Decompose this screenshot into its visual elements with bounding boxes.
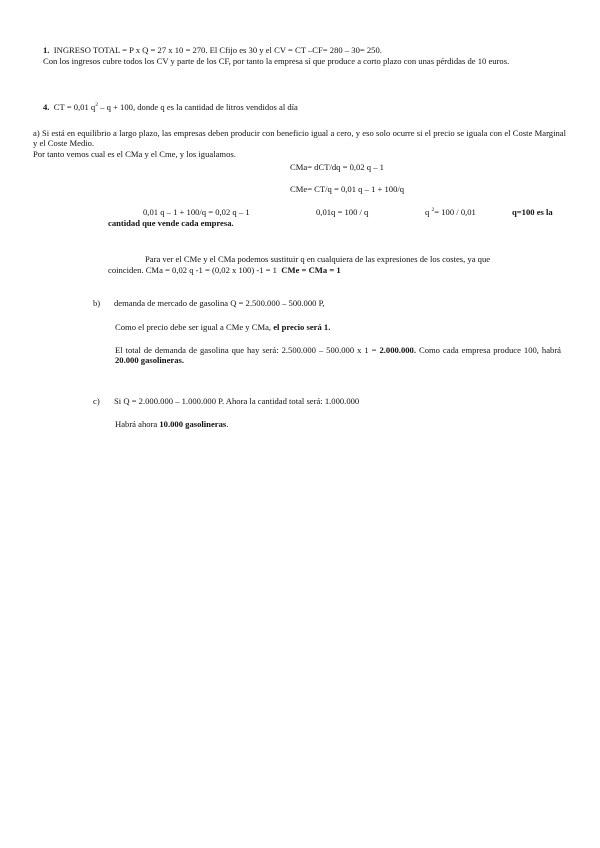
c-label: c) bbox=[93, 396, 100, 406]
c-text: Si Q = 2.000.000 – 1.000.000 P. Ahora la cantidad total será: 1.000.000 bbox=[114, 396, 360, 406]
q4-a-line3: Por tanto vemos cual es el CMa y el Cme, y los igualamos. bbox=[33, 149, 236, 159]
cme-paragraph-line2: coinciden. CMa = 0,02 q -1 = (0,02 x 100) -1 = 1 CMe = CMa = 1 bbox=[108, 265, 341, 275]
b-price: Como el precio debe ser igual a CMe y CMa, el precio será 1. bbox=[115, 322, 331, 332]
q1-number: 1. bbox=[43, 45, 50, 55]
equation-left: 0,01 q – 1 + 100/q = 0,02 q – 1 bbox=[143, 207, 250, 217]
b-price-bold: el precio será 1. bbox=[273, 322, 331, 332]
c-result: Habrá ahora 10.000 gasolineras. bbox=[115, 419, 229, 429]
cme-paragraph-line1: Para ver el CMe y el CMa podemos sustituir q en cualquiera de las expresiones de los costes, ya que bbox=[145, 254, 491, 264]
q4-number: 4. bbox=[43, 102, 50, 112]
cme-cma-result: CMe = CMa = 1 bbox=[281, 265, 341, 275]
equation-middle: 0,01q = 100 / q bbox=[316, 207, 369, 217]
b-demand: demanda de mercado de gasolina Q = 2.500.000 – 500.000 P, bbox=[114, 298, 325, 308]
b-label: b) bbox=[93, 298, 101, 308]
b-total-paragraph: El total de demanda de gasolina que hay será: 2.500.000 – 500.000 x 1 = 2.000.000. Como cada empresa produce 100, habrá 20.000 gasolineras. bbox=[115, 345, 561, 366]
q1-line bbox=[43, 45, 382, 55]
q1-ingreso-text: INGRESO TOTAL = P x Q = 27 x 10 = 270. El Cfijo es 30 y el CV = CT –CF= 280 – 30= 250. bbox=[53, 45, 382, 55]
q1-conclusion: Con los ingresos cubre todos los CV y parte de los CF, por tanto la empresa sí que produce a corto plazo con unas pérdidas de 10 euros. bbox=[43, 56, 510, 66]
cma-equation: CMa= dCT/dq = 0,02 q – 1 bbox=[290, 162, 384, 172]
q4-a-paragraph: a) Si está en equilibrio a largo plazo, las empresas deben producir con beneficio igual a cero, y eso solo ocurre si el precio se iguala con el Coste Marginal y el Coste Medio. bbox=[33, 128, 566, 149]
equation-result-bold2: cantidad que vende cada empresa. bbox=[108, 218, 234, 228]
q4-ct-line: 4. CT = 0,01 $q^2 - q + 100$, donde q es la cantidad de litros vendidos al día bbox=[43, 102, 298, 112]
equation-q-squared: q $^2$= 100 / 0,01 bbox=[425, 207, 476, 217]
c-result-bold: 10.000 gasolineras bbox=[159, 419, 227, 429]
equation-result-bold: q=100 es la bbox=[512, 207, 553, 217]
cme-equation: CMe= CT/q = 0,01 q – 1 + 100/q bbox=[290, 184, 405, 194]
